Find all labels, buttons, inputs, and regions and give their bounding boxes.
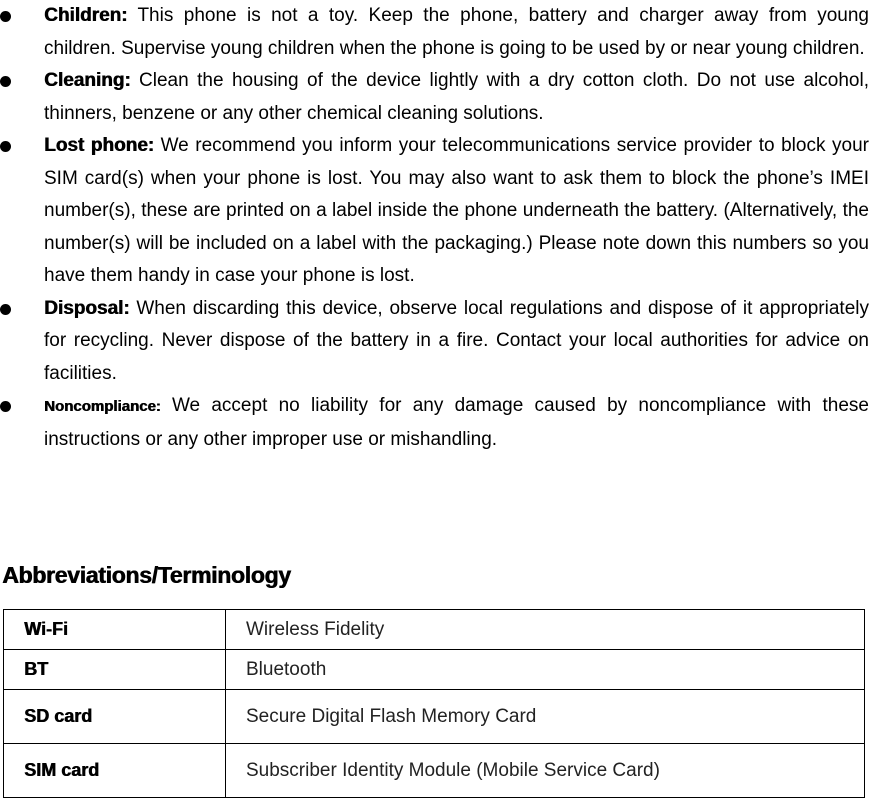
abbr-cell: BT <box>4 650 226 690</box>
definition-cell: Bluetooth <box>226 650 865 690</box>
bullet-dot-icon <box>0 401 11 412</box>
bullet-text: We recommend you inform your telecommunications service provider to block your SIM card(s) when your phone is lost. You may also want to ask them to block the phone’s IMEI number(s), these are printed on a label inside the phone underneath the battery. (Alternatively, the number(s) will be included on a label with the packaging.) Please note down this numbers so you have them handy in case your phone is lost. <box>44 135 869 286</box>
section-title: Abbreviations/Terminology <box>2 562 291 588</box>
bullet-term: Lost phone: <box>44 135 154 156</box>
bullet-term: Noncompliance: <box>44 398 161 415</box>
abbreviations-table <box>3 609 865 798</box>
abbr-cell: SIM card <box>4 744 226 798</box>
bullet-term: Disposal: <box>44 297 130 319</box>
bullet-dot-icon <box>0 11 11 22</box>
bullet-text: This phone is not a toy. Keep the phone, battery and charger away from young children. Supervise young children when the phone is going to be used by or near young children. <box>44 5 869 59</box>
definition-cell: Wireless Fidelity <box>226 610 865 650</box>
table-row <box>4 650 865 690</box>
table-row <box>4 744 865 798</box>
abbr-cell: SD card <box>4 690 226 744</box>
bullet-noncompliance <box>0 390 869 456</box>
bullet-text: When discarding this device, observe local regulations and dispose of it appropriately for recycling. Never dispose of the battery in a fire. Contact your local authorities for advice on facilities. <box>44 297 869 384</box>
table-row <box>4 690 865 744</box>
bullet-cleaning <box>0 65 869 130</box>
bullet-term: Children: <box>44 5 128 26</box>
bullet-text: Clean the housing of the device lightly with a dry cotton cloth. Do not use alcohol, thinners, benzene or any other chemical cleaning solutions. <box>44 70 869 124</box>
bullet-term: Cleaning: <box>44 70 131 91</box>
definition-cell: Subscriber Identity Module (Mobile Service Card) <box>226 744 865 798</box>
bullet-disposal <box>0 293 869 391</box>
bullet-dot-icon <box>0 76 11 87</box>
bullet-dot-icon <box>0 304 11 315</box>
abbr-cell: Wi-Fi <box>4 610 226 650</box>
table-row <box>4 610 865 650</box>
bullet-dot-icon <box>0 141 11 152</box>
bullet-text: We accept no liability for any damage caused by noncompliance with these instructions or any other improper use or mishandling. <box>44 395 869 450</box>
bullet-lost-phone <box>0 130 869 293</box>
bullet-children <box>0 0 869 65</box>
definition-cell: Secure Digital Flash Memory Card <box>226 690 865 744</box>
